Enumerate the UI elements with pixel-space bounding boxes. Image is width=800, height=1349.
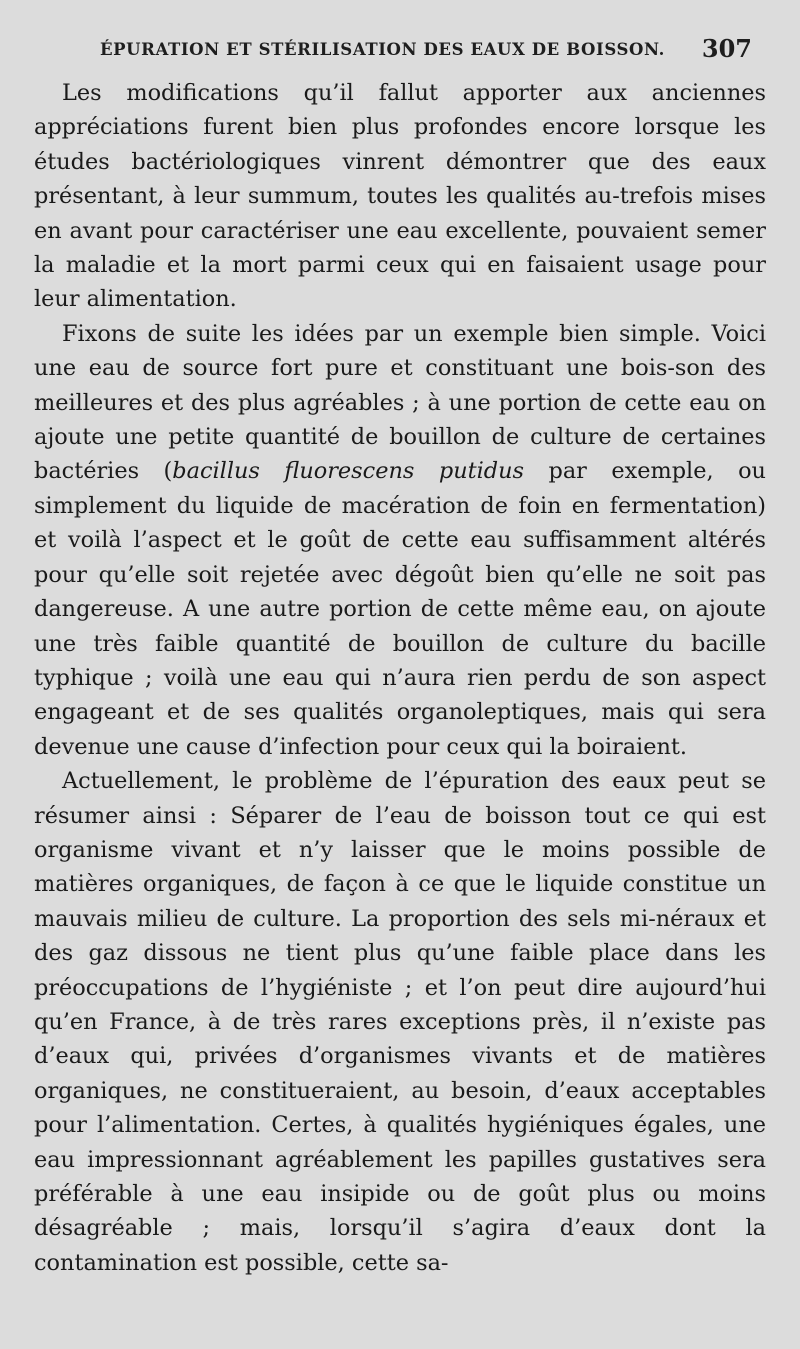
- body-text: [34, 76, 766, 1280]
- paragraph-2: [34, 317, 766, 764]
- paragraph-2-text-b: par exemple, ou simplement du liquide de macération de foin en fermentation) et voilà l’aspect et le goût de cette eau suffisamment altérés pour qu’elle soit rejetée avec dégoût bien qu’elle ne soit pas dangereuse. A une autre portion de cette même eau, on ajoute une très faible quantité de bouillon de culture du bacille typhique ; voilà une eau qui n’aura rien perdu de son aspect engageant et de ses qualités organoleptiques, mais qui sera devenue une cause d’infection pour ceux qui la boiraient.: [34, 458, 766, 760]
- running-head: [34, 34, 766, 70]
- page-number: 307: [701, 34, 752, 63]
- paragraph-3: Actuellement, le problème de l’épuration des eaux peut se résumer ainsi : Séparer de l’eau de boisson tout ce qui est organisme vivant et n’y laisser que le moins possible de matières organiques, de façon à ce que le liquide constitue un mauvais milieu de culture. La proportion des sels mi-néraux et des gaz dissous ne tient plus qu’une faible place dans les préoccupations de l’hygiéniste ; et l’on peut dire aujourd’hui qu’en France, à de très rares exceptions près, il n’existe pas d’eaux qui, privées d’organismes vivants et de matières organiques, ne constitueraient, au besoin, d’eaux acceptables pour l’alimentation. Certes, à qualités hygiéniques égales, une eau impressionnant agréablement les papilles gustatives sera préférable à une eau insipide ou de goût plus ou moins désagréable ; mais, lorsqu’il s’agira d’eaux dont la contamination est possible, cette sa-: [34, 768, 766, 1276]
- bacteria-name-italic: bacillus fluorescens putidus: [172, 458, 525, 485]
- paragraph-1: Les modifications qu’il fallut apporter aux anciennes appréciations furent bien plus profondes encore lorsque les études bactériologiques vinrent démontrer que des eaux présentant, à leur summum, toutes les qualités au-trefois mises en avant pour caractériser une eau excellente, pouvaient semer la maladie et la mort parmi ceux qui en faisaient usage pour leur alimentation.: [34, 80, 766, 313]
- paragraph-2-text-a: Fixons de suite les idées par un exemple bien simple. Voici une eau de source fort pure et constituant une bois-son des meilleures et des plus agréables ; à une portion de cette eau on ajoute une petite quantité de bouillon de culture de certaines bactéries (: [34, 320, 766, 485]
- running-title: ÉPURATION ET STÉRILISATION DES EAUX DE BOISSON.: [100, 40, 665, 59]
